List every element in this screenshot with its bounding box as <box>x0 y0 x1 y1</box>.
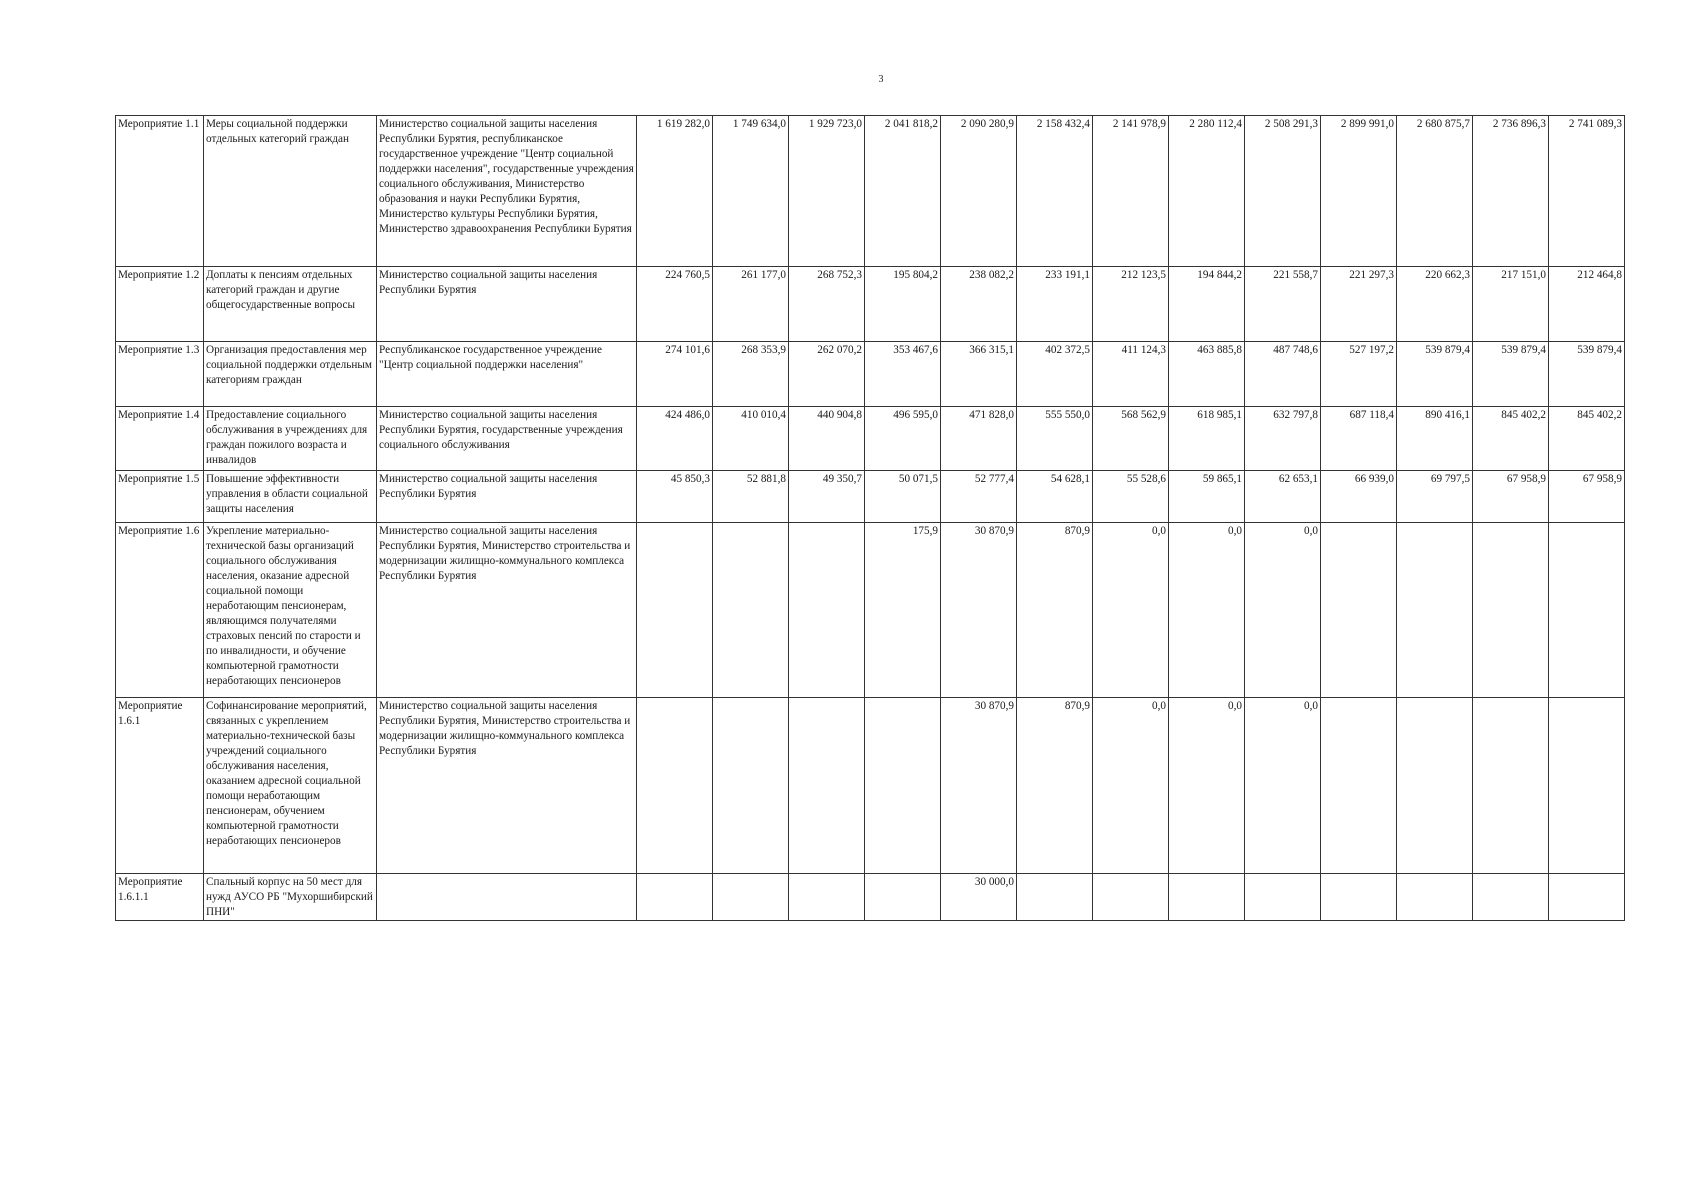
page-number: 3 <box>878 74 884 85</box>
value-cell: 440 904,8 <box>789 407 865 471</box>
value-cell <box>1169 874 1245 921</box>
value-cell: 0,0 <box>1245 698 1321 874</box>
value-cell: 212 123,5 <box>1093 267 1169 342</box>
executor: Министерство социальной защиты населения Республики Бурятия <box>377 267 637 342</box>
value-cell <box>1017 874 1093 921</box>
value-cell: 212 464,8 <box>1549 267 1625 342</box>
executor: Министерство социальной защиты населения Республики Бурятия, Министерство строительства и модернизации жилищно-коммунального комплекса Республики Бурятия <box>377 523 637 698</box>
value-cell: 30 870,9 <box>941 698 1017 874</box>
table-row <box>116 698 1625 874</box>
value-cell <box>1473 698 1549 874</box>
value-cell <box>865 698 941 874</box>
event-code: Мероприятие 1.5 <box>116 471 204 523</box>
value-cell: 30 000,0 <box>941 874 1017 921</box>
value-cell: 224 760,5 <box>637 267 713 342</box>
value-cell: 30 870,9 <box>941 523 1017 698</box>
value-cell: 220 662,3 <box>1397 267 1473 342</box>
value-cell <box>1549 698 1625 874</box>
value-cell: 2 508 291,3 <box>1245 116 1321 267</box>
event-code: Мероприятие 1.6.1.1 <box>116 874 204 921</box>
value-cell: 2 736 896,3 <box>1473 116 1549 267</box>
value-cell: 221 558,7 <box>1245 267 1321 342</box>
value-cell: 195 804,2 <box>865 267 941 342</box>
value-cell: 54 628,1 <box>1017 471 1093 523</box>
value-cell: 55 528,6 <box>1093 471 1169 523</box>
value-cell: 687 118,4 <box>1321 407 1397 471</box>
value-cell: 527 197,2 <box>1321 342 1397 407</box>
value-cell: 1 749 634,0 <box>713 116 789 267</box>
value-cell: 1 619 282,0 <box>637 116 713 267</box>
value-cell <box>1245 874 1321 921</box>
value-cell: 66 939,0 <box>1321 471 1397 523</box>
value-cell: 175,9 <box>865 523 941 698</box>
value-cell <box>1321 523 1397 698</box>
value-cell: 568 562,9 <box>1093 407 1169 471</box>
executor: Республиканское государственное учреждение "Центр социальной поддержки населения" <box>377 342 637 407</box>
event-name: Доплаты к пенсиям отдельных категорий граждан и другие общегосударственные вопросы <box>204 267 377 342</box>
value-cell <box>1473 523 1549 698</box>
budget-table <box>115 115 1625 921</box>
value-cell <box>1549 523 1625 698</box>
value-cell: 1 929 723,0 <box>789 116 865 267</box>
value-cell: 353 467,6 <box>865 342 941 407</box>
value-cell: 2 280 112,4 <box>1169 116 1245 267</box>
event-name: Предоставление социального обслуживания в учреждениях для граждан пожилого возраста и инвалидов <box>204 407 377 471</box>
table-row <box>116 471 1625 523</box>
value-cell <box>1397 523 1473 698</box>
value-cell: 238 082,2 <box>941 267 1017 342</box>
executor: Министерство социальной защиты населения Республики Бурятия, государственные учреждения социального обслуживания <box>377 407 637 471</box>
event-name: Меры социальной поддержки отдельных категорий граждан <box>204 116 377 267</box>
value-cell <box>713 523 789 698</box>
value-cell <box>1549 874 1625 921</box>
value-cell: 539 879,4 <box>1397 342 1473 407</box>
value-cell: 2 680 875,7 <box>1397 116 1473 267</box>
table-row <box>116 523 1625 698</box>
value-cell: 67 958,9 <box>1473 471 1549 523</box>
value-cell: 2 141 978,9 <box>1093 116 1169 267</box>
value-cell: 2 041 818,2 <box>865 116 941 267</box>
table-row <box>116 342 1625 407</box>
value-cell <box>637 698 713 874</box>
value-cell: 0,0 <box>1093 698 1169 874</box>
value-cell: 62 653,1 <box>1245 471 1321 523</box>
event-code: Мероприятие 1.2 <box>116 267 204 342</box>
value-cell: 50 071,5 <box>865 471 941 523</box>
value-cell <box>637 523 713 698</box>
executor: Министерство социальной защиты населения Республики Бурятия, Министерство строительства и модернизации жилищно-коммунального комплекса Республики Бурятия <box>377 698 637 874</box>
event-name: Спальный корпус на 50 мест для нужд АУСО РБ "Мухоршибирский ПНИ" <box>204 874 377 921</box>
table-row <box>116 407 1625 471</box>
event-code: Мероприятие 1.3 <box>116 342 204 407</box>
value-cell: 2 741 089,3 <box>1549 116 1625 267</box>
value-cell <box>1321 874 1397 921</box>
table-row <box>116 874 1625 921</box>
value-cell: 366 315,1 <box>941 342 1017 407</box>
value-cell <box>1397 698 1473 874</box>
value-cell <box>789 874 865 921</box>
value-cell: 0,0 <box>1169 698 1245 874</box>
value-cell <box>865 874 941 921</box>
value-cell: 274 101,6 <box>637 342 713 407</box>
value-cell: 52 777,4 <box>941 471 1017 523</box>
value-cell: 2 899 991,0 <box>1321 116 1397 267</box>
value-cell: 870,9 <box>1017 523 1093 698</box>
value-cell: 618 985,1 <box>1169 407 1245 471</box>
event-code: Мероприятие 1.6.1 <box>116 698 204 874</box>
executor: Министерство социальной защиты населения Республики Бурятия <box>377 471 637 523</box>
value-cell: 59 865,1 <box>1169 471 1245 523</box>
value-cell: 539 879,4 <box>1549 342 1625 407</box>
event-code: Мероприятие 1.1 <box>116 116 204 267</box>
value-cell: 539 879,4 <box>1473 342 1549 407</box>
value-cell: 845 402,2 <box>1473 407 1549 471</box>
value-cell: 487 748,6 <box>1245 342 1321 407</box>
value-cell <box>1397 874 1473 921</box>
value-cell: 217 151,0 <box>1473 267 1549 342</box>
value-cell <box>1473 874 1549 921</box>
value-cell: 890 416,1 <box>1397 407 1473 471</box>
value-cell <box>789 698 865 874</box>
value-cell: 233 191,1 <box>1017 267 1093 342</box>
value-cell <box>713 698 789 874</box>
value-cell: 69 797,5 <box>1397 471 1473 523</box>
value-cell: 424 486,0 <box>637 407 713 471</box>
value-cell: 45 850,3 <box>637 471 713 523</box>
value-cell: 49 350,7 <box>789 471 865 523</box>
value-cell: 0,0 <box>1169 523 1245 698</box>
executor: Министерство социальной защиты населения Республики Бурятия, республиканское государственное учреждение "Центр социальной поддержки населения", государственные учреждения социального обслуживания, Министерство образования и науки Республики Бурятия, Министерство культуры Республики Бурятия, Министерство здравоохранения Республики Бурятия <box>377 116 637 267</box>
event-name: Укрепление материально-технической базы организаций социального обслуживания населения, оказание адресной социальной помощи неработающим пенсионерам, являющимся получателями страховых пенсий по старости и по инвалидности, и обучение компьютерной грамотности неработающих пенсионеров <box>204 523 377 698</box>
value-cell: 402 372,5 <box>1017 342 1093 407</box>
value-cell: 0,0 <box>1093 523 1169 698</box>
value-cell: 261 177,0 <box>713 267 789 342</box>
value-cell: 52 881,8 <box>713 471 789 523</box>
value-cell: 262 070,2 <box>789 342 865 407</box>
value-cell: 845 402,2 <box>1549 407 1625 471</box>
value-cell: 555 550,0 <box>1017 407 1093 471</box>
event-name: Софинансирование мероприятий, связанных с укреплением материально-технической базы учреждений социального обслуживания населения, оказанием адресной социальной помощи неработающим пенсионерам, обучением компьютерной грамотности неработающих пенсионеров <box>204 698 377 874</box>
value-cell: 410 010,4 <box>713 407 789 471</box>
value-cell: 268 752,3 <box>789 267 865 342</box>
value-cell <box>1321 698 1397 874</box>
value-cell: 471 828,0 <box>941 407 1017 471</box>
value-cell: 67 958,9 <box>1549 471 1625 523</box>
table-row <box>116 116 1625 267</box>
event-name: Организация предоставления мер социальной поддержки отдельным категориям граждан <box>204 342 377 407</box>
table-row <box>116 267 1625 342</box>
value-cell: 632 797,8 <box>1245 407 1321 471</box>
value-cell: 221 297,3 <box>1321 267 1397 342</box>
value-cell: 870,9 <box>1017 698 1093 874</box>
value-cell: 2 158 432,4 <box>1017 116 1093 267</box>
value-cell: 496 595,0 <box>865 407 941 471</box>
value-cell: 2 090 280,9 <box>941 116 1017 267</box>
event-name: Повышение эффективности управления в области социальной защиты населения <box>204 471 377 523</box>
value-cell: 268 353,9 <box>713 342 789 407</box>
value-cell <box>637 874 713 921</box>
executor <box>377 874 637 921</box>
event-code: Мероприятие 1.6 <box>116 523 204 698</box>
value-cell: 194 844,2 <box>1169 267 1245 342</box>
value-cell: 411 124,3 <box>1093 342 1169 407</box>
value-cell <box>713 874 789 921</box>
event-code: Мероприятие 1.4 <box>116 407 204 471</box>
value-cell <box>1093 874 1169 921</box>
value-cell: 463 885,8 <box>1169 342 1245 407</box>
value-cell: 0,0 <box>1245 523 1321 698</box>
value-cell <box>789 523 865 698</box>
